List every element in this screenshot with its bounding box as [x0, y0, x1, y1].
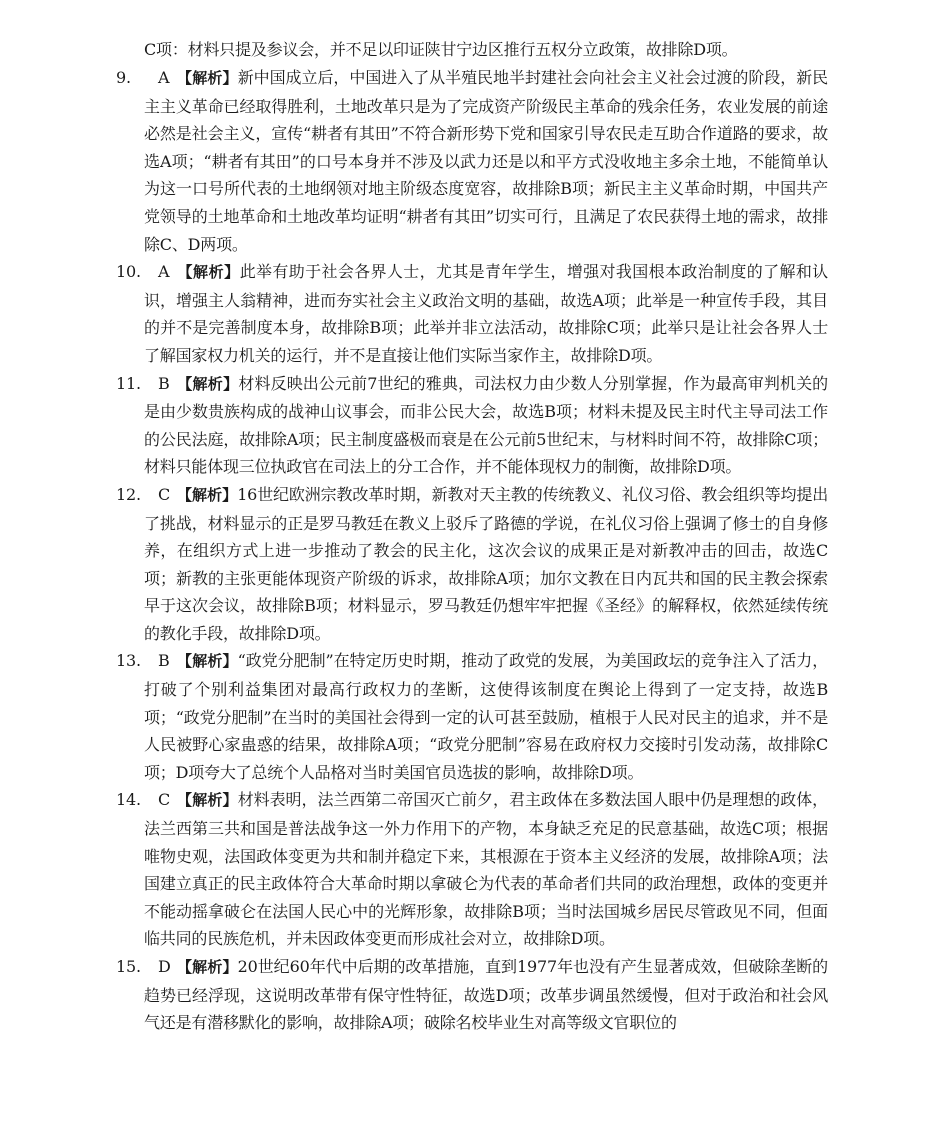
item-number: 14. — [116, 790, 141, 810]
item-answer: B — [158, 373, 170, 393]
item-text: 材料反映出公元前7世纪的雅典，司法权力由少数人分别掌握，作为最高审判机关的是由少数贵族构成的战神山议事会，而非公民大会，故选B项；材料未提及民主时代主导司法工作的公民法庭，故排除A项；民主制度盛极而衰是在公元前5世纪末，与材料时间不符，故排除C项；材料只能体现三位执政官在司法上的分工合作，并不能体现权力的制衡，故排除D项。 — [144, 373, 828, 477]
item-text: 新中国成立后，中国进入了从半殖民地半封建社会向社会主义社会过渡的阶段，新民主主义革命已经取得胜利，土地改革只是为了完成资产阶级民主革命的残余任务，农业发展的前途必然是社会主义，宣传“耕者有其田”不符合新形势下党和国家引导农民走互助合作道路的要求，故选A项；“耕者有其田”的口号本身并不涉及以武力还是以和平方式没收地主多余土地，不能简单认为这一口号所代表的土地纲领对地主阶级态度宽容，故排除B项；新民主主义革命时期，中国共产党领导的土地革命和土地改革均证明“耕者有其田”切实可行，且满足了农民获得土地的需求，故排除C、D两项。 — [144, 68, 828, 254]
answer-item-11 — [116, 370, 828, 481]
analysis-tag: 【解析】 — [177, 374, 239, 393]
answer-explanations — [116, 40, 828, 1037]
item-answer: A — [158, 262, 170, 282]
item-text: “政党分肥制”在特定历史时期，推动了政党的发展，为美国政坛的竞争注入了活力，打破了个别利益集团对最高行政权力的垄断，这使得该制度在舆论上得到了一定支持，故选B项；“政党分肥制”在当时的美国社会得到一定的认可甚至鼓励，植根于人民对民主的追求，并不是人民被野心家蛊惑的结果，故排除A项；“政党分肥制”容易在政府权力交接时引发动荡，故排除C项；D项夸大了总统个人品格对当时美国官员选拔的影响，故排除D项。 — [144, 651, 828, 782]
answer-item-15 — [116, 953, 828, 1037]
answer-item-10 — [116, 258, 828, 369]
item-text: 16世纪欧洲宗教改革时期，新教对天主教的传统教义、礼仪习俗、教会组织等均提出了挑战，材料显示的正是罗马教廷在教义上驳斥了路德的学说，在礼仪习俗上强调了修士的自身修养，在组织方式上进一步推动了教会的民主化，这次会议的成果正是对新教冲击的回击，故选C项；新教的主张更能体现资产阶级的诉求，故排除A项；加尔文教在日内瓦共和国的民主教会探索早于这次会议，故排除B项；材料显示，罗马教廷仍想牢牢把握《圣经》的解释权，依然延续传统的教化手段，故排除D项。 — [144, 484, 828, 643]
analysis-tag: 【解析】 — [176, 485, 238, 504]
item-number: 13. — [116, 651, 141, 671]
answer-item-9 — [116, 64, 828, 258]
answer-item-13 — [116, 647, 828, 786]
item-answer: C — [158, 790, 171, 810]
item-text: 材料表明，法兰西第二帝国灭亡前夕，君主政体在多数法国人眼中仍是理想的政体，法兰西第三共和国是普法战争这一外力作用下的产物，本身缺乏充足的民意基础，故选C项；根据唯物史观，法国政体变更为共和制并稳定下来，其根源在于资本主义经济的发展，故排除A项；法国建立真正的民主政体符合大革命时期以拿破仑为代表的革命者们共同的政治理想，政体的变更并不能动摇拿破仑在法国人民心中的光辉形象，故排除B项；当时法国城乡居民尽管政见不同，但面临共同的民族危机，并未因政体变更而形成社会对立，故排除D项。 — [144, 790, 828, 949]
item-number: 15. — [116, 957, 141, 976]
item-number: 12. — [116, 484, 141, 504]
item-text: 20世纪60年代中后期的改革措施，直到1977年也没有产生显著成效，但破除垄断的趋势已经浮现，这说明改革带有保守性特征，故选D项；改革步调虽然缓慢，但对于政治和社会风气还是有潜移默化的影响，故排除A项；破除名校毕业生对高等级文官职位的 — [144, 957, 828, 1033]
item-number: 10. — [116, 262, 141, 282]
answer-item-12 — [116, 481, 828, 648]
item-answer: A — [158, 68, 170, 87]
item-text: 此举有助于社会各界人士，尤其是青年学生，增强对我国根本政治制度的了解和认识，增强主人翁精神，进而夯实社会主义政治文明的基础，故选A项；此举是一种宣传手段，其目的并不是完善制度本身，故排除B项；此举并非立法活动，故排除C项；此举只是让社会各界人士了解国家权力机关的运行，并不是直接让他们实际当家作主，故排除D项。 — [144, 262, 828, 365]
analysis-tag: 【解析】 — [177, 791, 238, 810]
analysis-tag: 【解析】 — [177, 652, 238, 671]
analysis-tag: 【解析】 — [177, 69, 238, 87]
item-number: 9. — [116, 68, 131, 87]
answer-item-14 — [116, 786, 828, 953]
item-answer: B — [158, 651, 170, 671]
analysis-tag: 【解析】 — [177, 958, 238, 976]
item-number: 11. — [116, 373, 141, 393]
previous-item-fragment: C项：材料只提及参议会，并不足以印证陕甘宁边区推行五权分立政策，故排除D项。 — [144, 40, 738, 59]
analysis-tag: 【解析】 — [177, 263, 240, 282]
item-answer: D — [158, 957, 171, 976]
item-answer: C — [158, 484, 171, 504]
